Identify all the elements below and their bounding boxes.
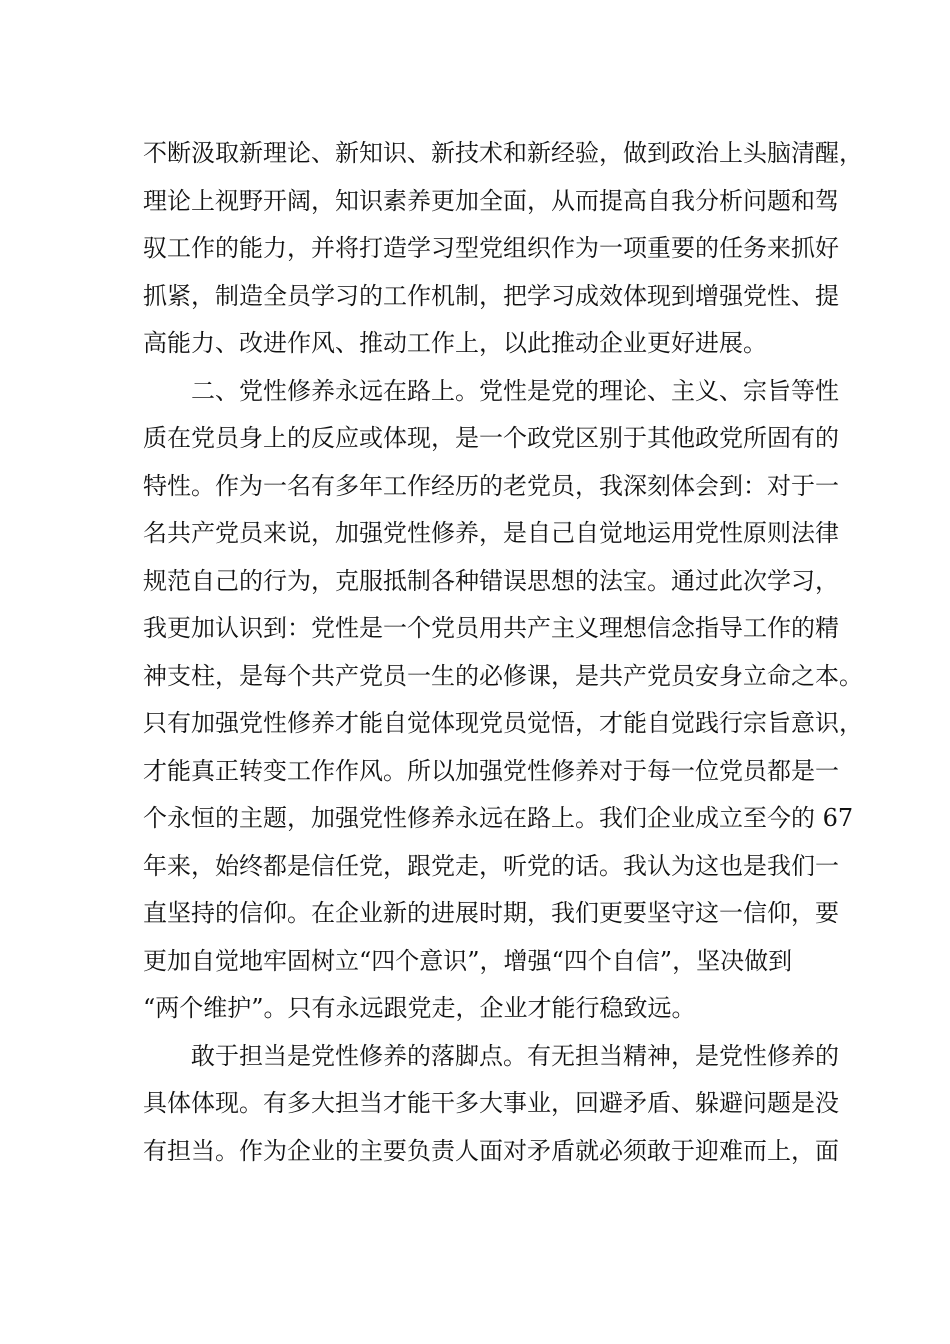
text-line: 我更加认识到：党性是一个党员用共产主义理想信念指导工作的精 bbox=[143, 614, 839, 642]
text-line: 不断汲取新理论、新知识、新技术和新经验，做到政治上头脑清醒， bbox=[143, 139, 863, 167]
text-line: 高能力、改进作风、推动工作上，以此推动企业更好进展。 bbox=[143, 329, 767, 357]
text-line: 才能真正转变工作作风。所以加强党性修养对于每一位党员都是一 bbox=[143, 756, 839, 785]
text-line: 直坚持的信仰。在企业新的进展时期，我们更要坚守这一信仰，要 bbox=[143, 899, 839, 927]
text-line: 规范自己的行为，克服抵制各种错误思想的法宝。通过此次学习， bbox=[143, 566, 839, 595]
body-text bbox=[143, 130, 863, 1175]
text-line: 名共产党员来说，加强党性修养，是自己自觉地运用党性原则法律 bbox=[143, 519, 839, 547]
text-line: “两个维护”。只有永远跟党走，企业才能行稳致远。 bbox=[143, 994, 696, 1022]
text-line: 具体体现。有多大担当才能干多大事业，回避矛盾、躲避问题是没 bbox=[143, 1089, 839, 1117]
paragraph-start-line: 敢于担当是党性修养的落脚点。有无担当精神，是党性修养的 bbox=[191, 1041, 839, 1070]
text-line: 抓紧，制造全员学习的工作机制，把学习成效体现到增强党性、提 bbox=[143, 281, 839, 310]
text-line: 驭工作的能力，并将打造学习型党组织作为一项重要的任务来抓好 bbox=[143, 234, 839, 262]
text-line: 年来，始终都是信任党，跟党走，听党的话。我认为这也是我们一 bbox=[143, 851, 839, 880]
text-line: 个永恒的主题，加强党性修养永远在路上。我们企业成立至今的 67 bbox=[143, 804, 854, 832]
text-line: 质在党员身上的反应或体现，是一个政党区别于其他政党所固有的 bbox=[143, 424, 839, 452]
text-line: 有担当。作为企业的主要负责人面对矛盾就必须敢于迎难而上，面 bbox=[143, 1136, 839, 1165]
text-line: 更加自觉地牢固树立“四个意识”，增强“四个自信”，坚决做到 bbox=[143, 946, 793, 975]
paragraph-start-line: 二、党性修养永远在路上。党性是党的理论、主义、宗旨等性 bbox=[191, 376, 839, 405]
text-line: 理论上视野开阔，知识素养更加全面，从而提高自我分析问题和驾 bbox=[143, 186, 839, 215]
text-line: 特性。作为一名有多年工作经历的老党员，我深刻体会到：对于一 bbox=[143, 471, 839, 500]
text-line: 只有加强党性修养才能自觉体现党员觉悟，才能自觉践行宗旨意识， bbox=[143, 709, 863, 737]
text-line: 神支柱，是每个共产党员一生的必修课，是共产党员安身立命之本。 bbox=[143, 661, 863, 690]
